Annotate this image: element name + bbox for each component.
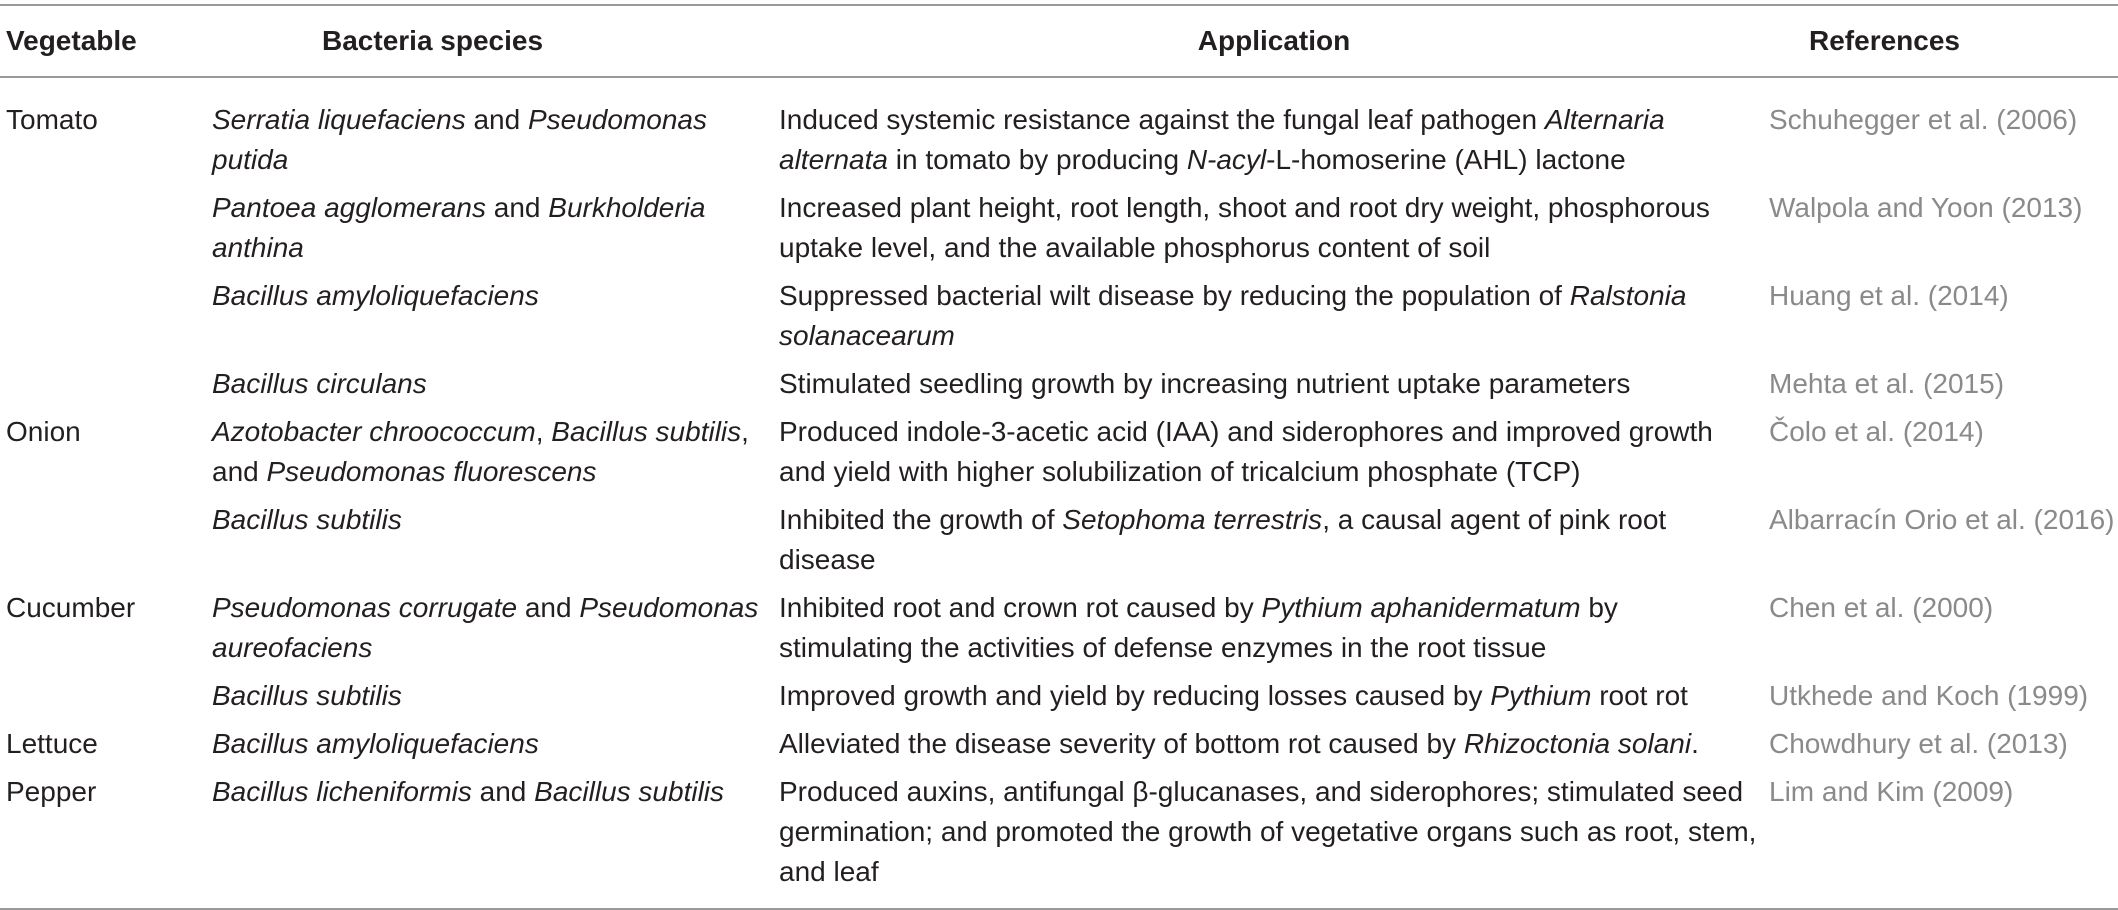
cell-application bbox=[779, 586, 1769, 674]
header-references: References bbox=[1809, 25, 1960, 56]
reference-link[interactable]: Huang et al. (2014) bbox=[1769, 280, 2009, 311]
table-header bbox=[0, 5, 2118, 77]
reference-link[interactable]: Mehta et al. (2015) bbox=[1769, 368, 2005, 399]
cell-bacteria-species bbox=[212, 586, 779, 674]
cell-bacteria-species bbox=[212, 498, 779, 586]
text-segment: Inhibited the growth of bbox=[779, 504, 1063, 535]
species-name: Bacillus circulans bbox=[212, 368, 427, 399]
cell-bacteria-species bbox=[212, 362, 779, 410]
italic-term: N-acyl bbox=[1186, 144, 1267, 175]
species-name: Bacillus subtilis bbox=[212, 680, 402, 711]
text-segment: Alleviated the disease severity of bottom rot caused by bbox=[779, 728, 1464, 759]
italic-term: Alternaria alternata bbox=[779, 104, 1665, 175]
cell-vegetable: Lettuce bbox=[6, 728, 98, 759]
table-row bbox=[0, 770, 2118, 909]
cell-bacteria-species bbox=[212, 770, 779, 909]
text-segment: by stimulating the activities of defense enzymes in the root tissue bbox=[779, 592, 1618, 663]
text-segment: and bbox=[465, 104, 528, 135]
italic-term: Rhizoctonia solani bbox=[1463, 728, 1692, 759]
cell-vegetable bbox=[0, 362, 212, 410]
species-name: Bacillus subtilis bbox=[212, 504, 402, 535]
cell-bacteria-species bbox=[212, 674, 779, 722]
cell-application bbox=[779, 186, 1769, 274]
cell-vegetable bbox=[0, 186, 212, 274]
table-row bbox=[0, 498, 2118, 586]
text-segment: Produced auxins, antifungal β-glucanases, and siderophores; stimulated seed germination; and promoted the growth of vegetative organs such as root, stem, and leaf bbox=[779, 776, 1757, 887]
text-segment: Induced systemic resistance against the fungal leaf pathogen bbox=[779, 104, 1545, 135]
text-segment: Suppressed bacterial wilt disease by reducing the population of bbox=[779, 280, 1570, 311]
cell-bacteria-species bbox=[212, 186, 779, 274]
text-segment: Improved growth and yield by reducing losses caused by bbox=[779, 680, 1491, 711]
text-segment: Inhibited root and crown rot caused by bbox=[779, 592, 1262, 623]
reference-link[interactable]: Walpola and Yoon (2013) bbox=[1769, 192, 2083, 223]
cell-application bbox=[779, 722, 1769, 770]
species-name: Bacillus subtilis bbox=[534, 776, 725, 807]
table-row bbox=[0, 410, 2118, 498]
cell-vegetable: Onion bbox=[6, 416, 81, 447]
table-row bbox=[0, 186, 2118, 274]
reference-link[interactable]: Schuhegger et al. (2006) bbox=[1769, 104, 2078, 135]
cell-vegetable: Tomato bbox=[6, 104, 98, 135]
header-bacteria-species: Bacteria species bbox=[322, 25, 544, 56]
text-segment: and bbox=[485, 192, 549, 223]
species-name: Pseudomonas corrugate bbox=[212, 592, 518, 623]
table-body bbox=[0, 77, 2118, 909]
cell-application bbox=[779, 77, 1769, 186]
species-name: Bacillus amyloliquefaciens bbox=[212, 728, 539, 759]
text-segment: , a causal agent of pink root disease bbox=[779, 504, 1667, 575]
species-name: Pseudomonas aureofaciens bbox=[212, 592, 759, 663]
cell-bacteria-species bbox=[212, 722, 779, 770]
text-segment: Produced indole-3-acetic acid (IAA) and siderophores and improved growth and yield with higher solubilization of tricalcium phosphate (TCP) bbox=[779, 416, 1713, 487]
text-segment: . bbox=[1691, 728, 1699, 759]
header-row bbox=[0, 5, 2118, 77]
cell-application bbox=[779, 362, 1769, 410]
text-segment: , and bbox=[212, 416, 749, 487]
cell-bacteria-species bbox=[212, 410, 779, 498]
reference-link[interactable]: Chen et al. (2000) bbox=[1769, 592, 1994, 623]
species-name: Bacillus licheniformis bbox=[212, 776, 472, 807]
text-segment: Stimulated seedling growth by increasing nutrient uptake parameters bbox=[779, 368, 1631, 399]
italic-term: Pythium bbox=[1490, 680, 1592, 711]
text-segment: Increased plant height, root length, shoot and root dry weight, phosphorous uptake level, and the available phosphorus content of soil bbox=[779, 192, 1710, 263]
text-segment: , bbox=[535, 416, 552, 447]
reference-link[interactable]: Lim and Kim (2009) bbox=[1769, 776, 2014, 807]
italic-term: Ralstonia solanacearum bbox=[779, 280, 1687, 351]
cell-vegetable bbox=[0, 674, 212, 722]
cell-application bbox=[779, 498, 1769, 586]
text-segment: and bbox=[471, 776, 535, 807]
species-name: Serratia liquefaciens bbox=[212, 104, 466, 135]
species-name: Azotobacter chroococcum bbox=[212, 416, 536, 447]
cell-vegetable: Pepper bbox=[6, 776, 97, 807]
species-name: Pseudomonas putida bbox=[212, 104, 707, 175]
cell-application bbox=[779, 770, 1769, 909]
table-row bbox=[0, 674, 2118, 722]
text-segment: -L-homoserine (AHL) lactone bbox=[1266, 144, 1626, 175]
table-row bbox=[0, 274, 2118, 362]
cell-vegetable: Cucumber bbox=[6, 592, 136, 623]
header-vegetable: Vegetable bbox=[6, 25, 137, 56]
text-segment: root rot bbox=[1591, 680, 1688, 711]
text-segment: and bbox=[517, 592, 580, 623]
cell-vegetable bbox=[0, 274, 212, 362]
species-name: Bacillus subtilis bbox=[551, 416, 742, 447]
species-name: Bacillus amyloliquefaciens bbox=[212, 280, 539, 311]
species-name: Burkholderia anthina bbox=[212, 192, 706, 263]
header-application: Application bbox=[1197, 25, 1351, 56]
bacteria-application-table bbox=[0, 4, 2118, 910]
table-row bbox=[0, 77, 2118, 186]
cell-application bbox=[779, 674, 1769, 722]
table-row bbox=[0, 722, 2118, 770]
italic-term: Pythium aphanidermatum bbox=[1261, 592, 1581, 623]
cell-bacteria-species bbox=[212, 77, 779, 186]
cell-bacteria-species bbox=[212, 274, 779, 362]
cell-vegetable bbox=[0, 498, 212, 586]
table-row bbox=[0, 362, 2118, 410]
cell-application bbox=[779, 410, 1769, 498]
reference-link[interactable]: Chowdhury et al. (2013) bbox=[1769, 728, 2068, 759]
species-name: Pseudomonas fluorescens bbox=[266, 456, 597, 487]
reference-link[interactable]: Utkhede and Koch (1999) bbox=[1769, 680, 2089, 711]
reference-link[interactable]: Čolo et al. (2014) bbox=[1769, 416, 1984, 447]
cell-application bbox=[779, 274, 1769, 362]
italic-term: Setophoma terrestris bbox=[1062, 504, 1323, 535]
species-name: Pantoea agglomerans bbox=[212, 192, 486, 223]
text-segment: in tomato by producing bbox=[887, 144, 1187, 175]
reference-link[interactable]: Albarracín Orio et al. (2016) bbox=[1769, 504, 2115, 535]
table-row bbox=[0, 586, 2118, 674]
